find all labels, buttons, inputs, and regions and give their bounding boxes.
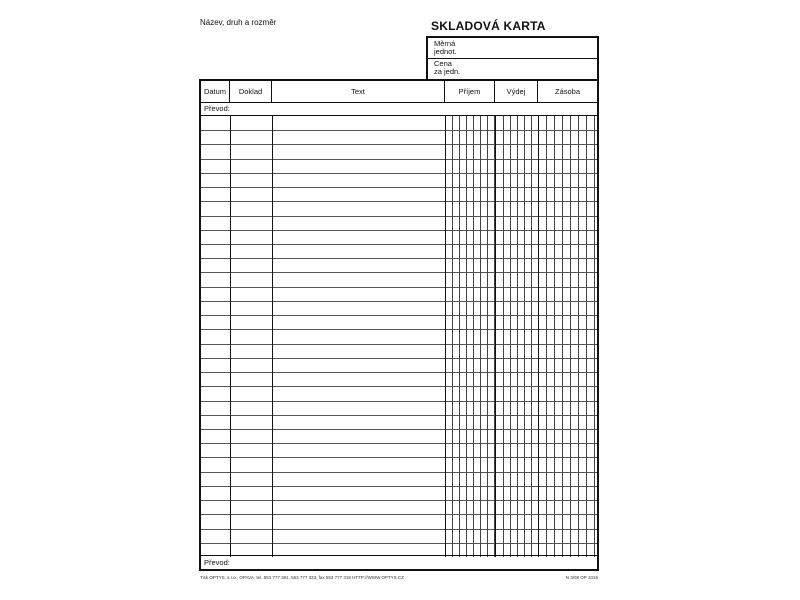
sub-column-rule <box>517 116 518 557</box>
unit-label <box>434 40 457 56</box>
sub-column-rule <box>531 116 532 557</box>
price-label <box>434 60 460 76</box>
sub-column-rule <box>452 116 453 557</box>
sub-column-rule <box>459 116 460 557</box>
sub-column-rule <box>594 116 595 557</box>
sub-column-rule <box>546 116 547 557</box>
form-title: SKLADOVÁ KARTA <box>431 19 546 33</box>
column-header-receipt: Příjem <box>445 81 495 102</box>
carry-over-row-bottom: Převod: <box>201 555 597 569</box>
column-rule <box>445 116 446 557</box>
sub-column-rule <box>524 116 525 557</box>
column-header-document: Doklad <box>230 81 272 102</box>
column-rule <box>495 116 496 557</box>
printer-imprint: Tisk OPTYS, s.r.o., OPAVA, tel. 553 777 391, 553 777 333, fax 553 777 318 HTTP://WWW.OPTYS.CZ <box>200 575 404 580</box>
unit-field[interactable] <box>428 38 597 59</box>
sub-column-rule <box>494 116 495 557</box>
column-rule <box>538 116 539 557</box>
column-rule <box>272 116 273 557</box>
column-header-text: Text <box>272 81 445 102</box>
price-label-line1: Cena <box>434 59 452 68</box>
price-label-line2: za jedn. <box>434 67 461 76</box>
column-rule <box>230 116 231 557</box>
carry-over-row-top: Převod: <box>201 102 597 116</box>
sub-column-rule <box>578 116 579 557</box>
table-header-row <box>201 81 597 103</box>
sub-column-rule <box>570 116 571 557</box>
sub-column-rule <box>480 116 481 557</box>
unit-price-box <box>426 36 599 79</box>
column-header-issue: Výdej <box>495 81 538 102</box>
unit-price-field[interactable] <box>428 58 597 79</box>
sub-column-rule <box>586 116 587 557</box>
sub-column-rule <box>466 116 467 557</box>
sub-column-rule <box>473 116 474 557</box>
sub-column-rule <box>487 116 488 557</box>
ledger-rows-area[interactable] <box>201 116 597 557</box>
unit-label-line1: Měrná <box>434 39 456 48</box>
name-type-size-label: Název, druh a rozměr <box>200 18 277 27</box>
sub-column-rule <box>562 116 563 557</box>
form-code: N 3/08 OP 1016 <box>565 575 598 580</box>
column-header-stock: Zásoba <box>554 87 581 96</box>
unit-label-line2: jednot. <box>434 47 457 56</box>
stock-ledger-table <box>199 79 599 571</box>
sub-column-rule <box>510 116 511 557</box>
sub-column-rule <box>554 116 555 557</box>
sub-column-rule <box>503 116 504 557</box>
column-header-date: Datum <box>201 81 230 102</box>
